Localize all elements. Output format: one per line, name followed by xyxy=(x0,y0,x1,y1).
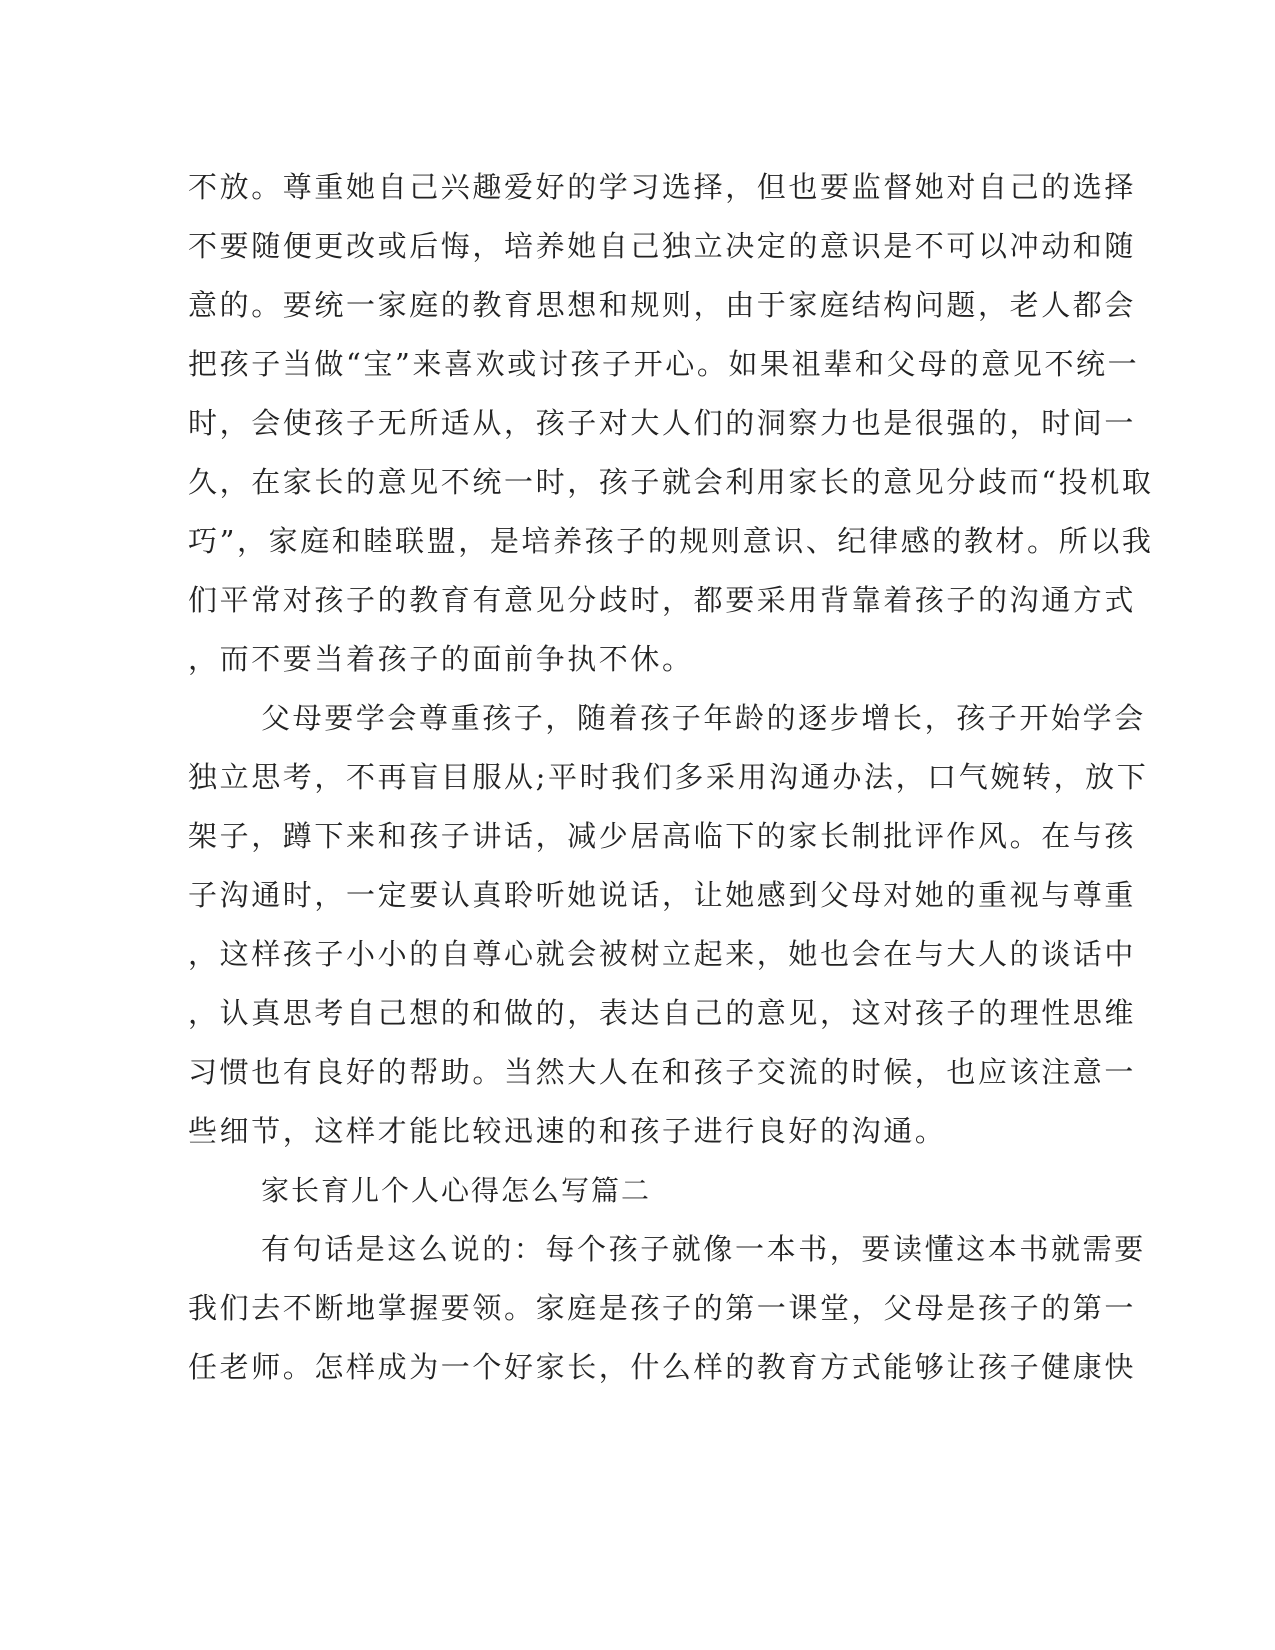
text-line: 意的。要统一家庭的教育思想和规则，由于家庭结构问题，老人都会 xyxy=(188,288,1137,322)
text-line: 不放。尊重她自己兴趣爱好的学习选择，但也要监督她对自己的选择 xyxy=(188,170,1137,204)
text-line: ，认真思考自己想的和做的，表达自己的意见，这对孩子的理性思维 xyxy=(188,996,1137,1030)
text-line: 子沟通时，一定要认真聆听她说话，让她感到父母对她的重视与尊重 xyxy=(188,878,1137,912)
text-line: 久，在家长的意见不统一时，孩子就会利用家长的意见分歧而“投机取 xyxy=(188,465,1154,499)
text-line: ，这样孩子小小的自尊心就会被树立起来，她也会在与大人的谈话中 xyxy=(188,937,1137,971)
text-line: 们平常对孩子的教育有意见分歧时，都要采用背靠着孩子的沟通方式 xyxy=(188,583,1137,617)
paragraph-start-line: 有句话是这么说的：每个孩子就像一本书，要读懂这本书就需要 xyxy=(261,1232,1146,1266)
document-body xyxy=(188,158,1154,1397)
text-line: 把孩子当做“宝”来喜欢或讨孩子开心。如果祖辈和父母的意见不统一 xyxy=(188,347,1140,381)
text-line: 架子，蹲下来和孩子讲话，减少居高临下的家长制批评作风。在与孩 xyxy=(188,819,1137,853)
paragraph-start-line: 父母要学会尊重孩子，随着孩子年龄的逐步增长，孩子开始学会 xyxy=(261,701,1146,735)
text-line: 习惯也有良好的帮助。当然大人在和孩子交流的时候，也应该注意一 xyxy=(188,1055,1137,1089)
text-line: 些细节，这样才能比较迅速的和孩子进行良好的沟通。 xyxy=(188,1114,947,1148)
text-line: 我们去不断地掌握要领。家庭是孩子的第一课堂，父母是孩子的第一 xyxy=(188,1291,1137,1325)
section-heading: 家长育儿个人心得怎么写篇二 xyxy=(261,1174,652,1207)
text-line: 巧”，家庭和睦联盟，是培养孩子的规则意识、纪律感的教材。所以我 xyxy=(188,524,1154,558)
text-line: 独立思考，不再盲目服从;平时我们多采用沟通办法，口气婉转，放下 xyxy=(188,760,1149,794)
text-line: ，而不要当着孩子的面前争执不休。 xyxy=(188,642,694,676)
text-line: 不要随便更改或后悔，培养她自己独立决定的意识是不可以冲动和随 xyxy=(188,229,1137,263)
text-line: 时，会使孩子无所适从，孩子对大人们的洞察力也是很强的，时间一 xyxy=(188,406,1137,440)
text-line: 任老师。怎样成为一个好家长，什么样的教育方式能够让孩子健康快 xyxy=(188,1350,1137,1384)
